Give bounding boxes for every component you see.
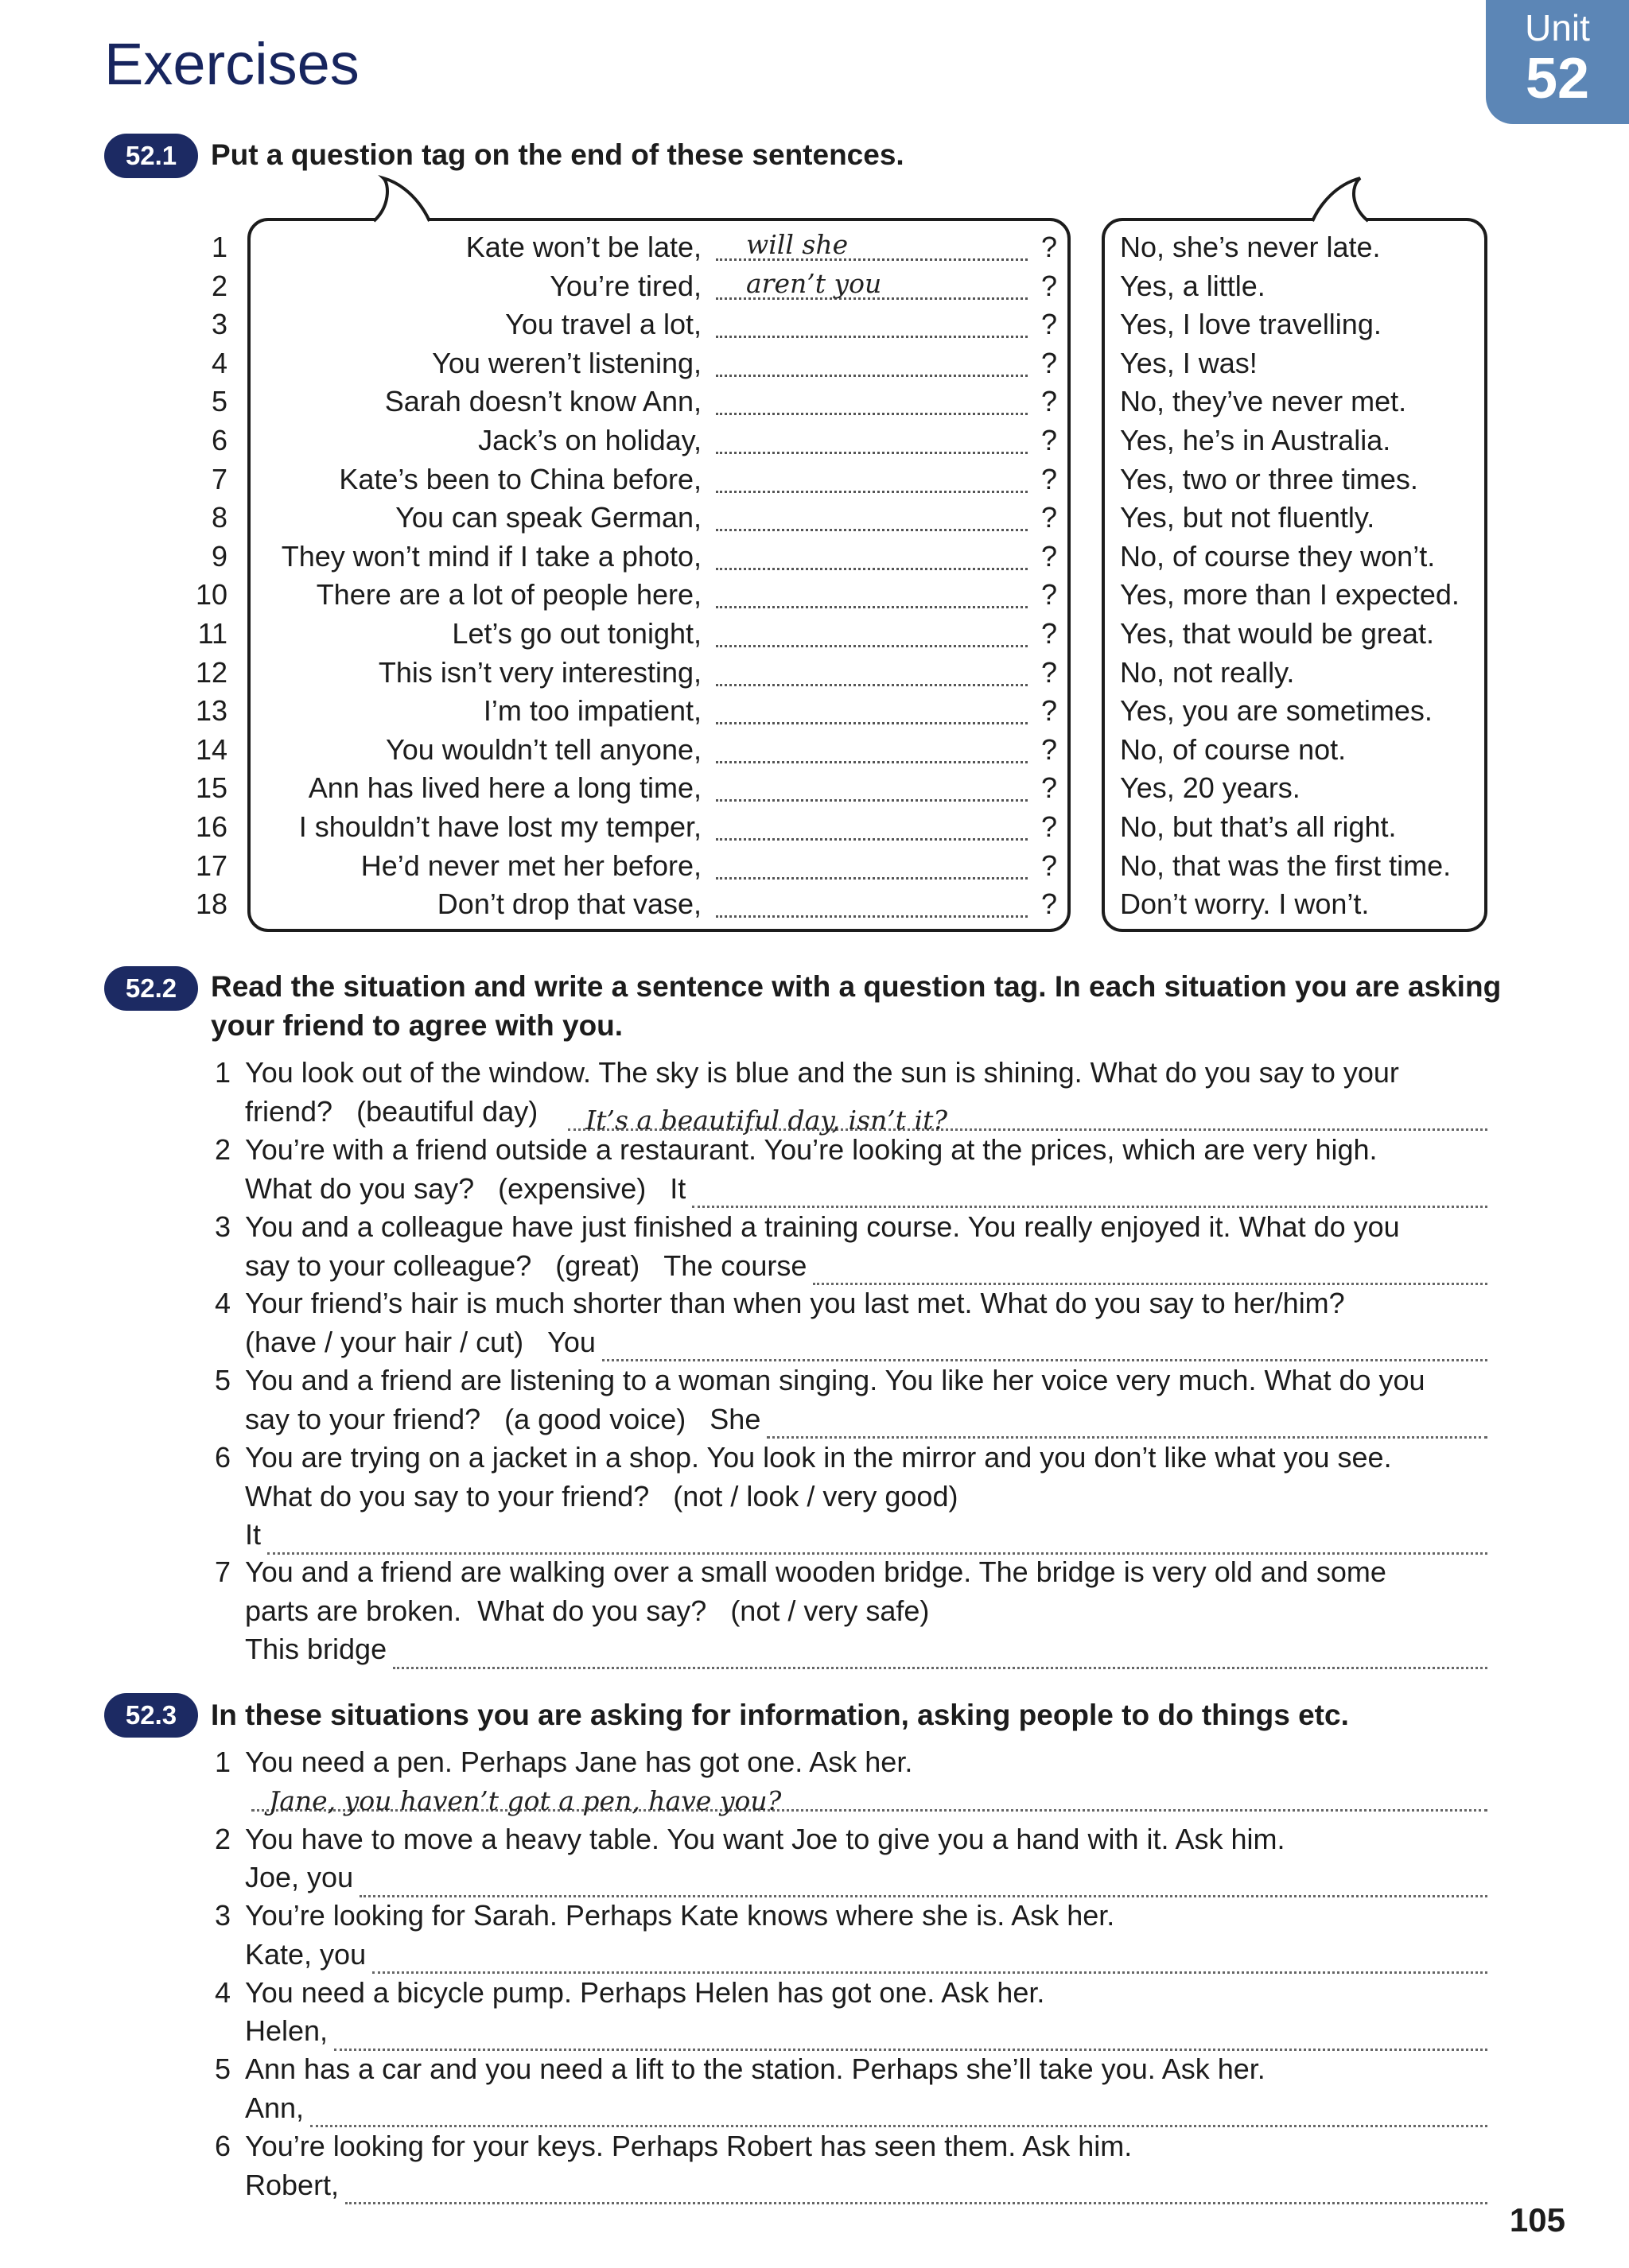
item-number: 13 bbox=[195, 694, 227, 728]
answer-field[interactable] bbox=[716, 306, 1028, 338]
answer-field[interactable] bbox=[767, 1409, 1487, 1439]
reply-text: No, not really. bbox=[1120, 655, 1295, 689]
question-mark: ? bbox=[1040, 269, 1058, 302]
question-mark: ? bbox=[1040, 539, 1058, 573]
item-number: 3 bbox=[211, 308, 227, 341]
question-mark: ? bbox=[1040, 501, 1058, 534]
answer-line bbox=[245, 1858, 1487, 1897]
answer-field[interactable] bbox=[716, 383, 1028, 415]
answer-field[interactable] bbox=[692, 1179, 1487, 1208]
answer-field[interactable] bbox=[716, 732, 1028, 763]
item-number: 2 bbox=[214, 1822, 231, 1855]
question-prompt: You weren’t listening, bbox=[432, 346, 702, 379]
answer-field[interactable] bbox=[716, 616, 1028, 647]
item-number: 15 bbox=[195, 771, 227, 805]
situation-question bbox=[245, 1592, 1487, 1631]
item-number: 2 bbox=[211, 269, 227, 302]
situation-text: You’re with a friend outside a restaurant. You’re looking at the prices, which are very high. bbox=[245, 1133, 1378, 1166]
item-number: 5 bbox=[211, 385, 227, 418]
question-text: What do you say? (expensive) bbox=[245, 1171, 647, 1205]
exercise-badge-52-1: 52.1 bbox=[104, 134, 198, 178]
answer-line bbox=[245, 2089, 1487, 2128]
answer-field[interactable] bbox=[716, 693, 1028, 724]
answer-field[interactable] bbox=[345, 2175, 1487, 2204]
answer-start: Kate, you bbox=[245, 1937, 367, 1971]
reply-text: No, but that’s all right. bbox=[1120, 810, 1397, 843]
answer-field[interactable] bbox=[372, 1944, 1487, 1974]
question-mark: ? bbox=[1040, 346, 1058, 379]
answer-field[interactable] bbox=[716, 770, 1028, 802]
question-prompt: They won’t mind if I take a photo, bbox=[281, 539, 702, 573]
item-number: 6 bbox=[214, 1441, 231, 1474]
reply-bubble-tail bbox=[1304, 175, 1376, 224]
question-prompt: This isn’t very interesting, bbox=[378, 655, 702, 689]
item-number: 2 bbox=[214, 1133, 231, 1166]
answer-field[interactable] bbox=[716, 422, 1028, 454]
item-number: 4 bbox=[214, 1975, 231, 2009]
situation-question bbox=[245, 1323, 1487, 1362]
situation-text: Ann has a car and you need a lift to the station. Perhaps she’ll take you. Ask her. bbox=[245, 2052, 1265, 2086]
item-number: 7 bbox=[211, 462, 227, 495]
page-number: 105 bbox=[1509, 2201, 1565, 2239]
item-number: 4 bbox=[214, 1287, 231, 1319]
question-prompt: Kate won’t be late, bbox=[465, 231, 702, 263]
question-mark: ? bbox=[1040, 617, 1058, 650]
question-text: friend? (beautiful day) bbox=[245, 1094, 538, 1128]
question-mark: ? bbox=[1040, 694, 1058, 728]
reply-text: Yes, 20 years. bbox=[1120, 771, 1300, 805]
answer-line bbox=[245, 1630, 1487, 1669]
question-prompt: You travel a lot, bbox=[505, 308, 702, 341]
answer-start: Ann, bbox=[245, 2091, 305, 2124]
exercise-instruction: Put a question tag on the end of these sentences. bbox=[211, 138, 904, 171]
answer-field[interactable] bbox=[393, 1640, 1487, 1669]
item-number: 1 bbox=[214, 1056, 231, 1089]
question-prompt: You can speak German, bbox=[395, 501, 702, 534]
answer-start: Helen, bbox=[245, 2014, 329, 2048]
reply-text: No, of course not. bbox=[1120, 732, 1347, 766]
situation-question bbox=[245, 1247, 1487, 1286]
question-prompt: I shouldn’t have lost my temper, bbox=[298, 810, 702, 843]
answer-field[interactable] bbox=[716, 345, 1028, 377]
reply-text: Yes, two or three times. bbox=[1120, 462, 1418, 495]
reply-text: Yes, you are sometimes. bbox=[1120, 694, 1433, 728]
situation-text: You are trying on a jacket in a shop. You look in the mirror and you don’t like what you see. bbox=[245, 1441, 1392, 1474]
exercise-instruction-line-1: Read the situation and write a sentence with a question tag. In each situation you are asking bbox=[211, 970, 1502, 1003]
answer-line bbox=[245, 1782, 1487, 1816]
answer-start: It bbox=[245, 1518, 262, 1551]
question-prompt: He’d never met her before, bbox=[360, 849, 702, 882]
question-mark: ? bbox=[1040, 231, 1058, 263]
answer-line bbox=[245, 1936, 1487, 1975]
question-text: (have / your hair / cut) bbox=[245, 1325, 524, 1358]
answer-start: Robert, bbox=[245, 2168, 340, 2201]
question-mark: ? bbox=[1040, 771, 1058, 805]
situation-text: You have to move a heavy table. You want Joe to give you a hand with it. Ask him. bbox=[245, 1822, 1285, 1855]
situation-question bbox=[245, 1093, 1487, 1136]
answer-field[interactable] bbox=[267, 1525, 1487, 1555]
item-number: 11 bbox=[197, 617, 227, 650]
answer-field[interactable] bbox=[716, 886, 1028, 918]
question-mark: ? bbox=[1040, 655, 1058, 689]
reply-text: Yes, I was! bbox=[1120, 346, 1258, 379]
question-prompt: Jack’s on holiday, bbox=[478, 424, 702, 456]
question-prompt: Don’t drop that vase, bbox=[437, 887, 702, 921]
question-mark: ? bbox=[1040, 308, 1058, 341]
answer-field[interactable] bbox=[716, 538, 1028, 570]
answer-start: The course bbox=[663, 1249, 807, 1282]
situation-text: You and a friend are listening to a woman singing. You like her voice very much. What do you bbox=[245, 1364, 1425, 1396]
prompt-bubble-tail bbox=[366, 175, 437, 224]
item-number: 4 bbox=[211, 346, 227, 379]
situation-question bbox=[245, 1170, 1487, 1209]
situation-question bbox=[245, 1400, 1487, 1439]
reply-text: No, that was the first time. bbox=[1120, 849, 1452, 882]
item-number: 14 bbox=[195, 732, 227, 766]
answer-field[interactable] bbox=[602, 1332, 1487, 1361]
question-mark: ? bbox=[1040, 462, 1058, 495]
answer-line bbox=[245, 1516, 1487, 1555]
exercise-badge-52-3: 52.3 bbox=[104, 1693, 198, 1738]
answer-field[interactable] bbox=[716, 848, 1028, 880]
answer-field[interactable] bbox=[716, 461, 1028, 493]
answer-field[interactable]: will she bbox=[716, 229, 1028, 261]
question-mark: ? bbox=[1040, 732, 1058, 766]
item-number: 9 bbox=[211, 539, 227, 573]
answer-field[interactable] bbox=[716, 809, 1028, 841]
question-text: say to your colleague? (great) bbox=[245, 1249, 640, 1282]
unit-tab bbox=[1486, 0, 1629, 124]
answer-field[interactable] bbox=[716, 499, 1028, 531]
answer-field[interactable]: It’s a beautiful day, isn’t it? bbox=[568, 1101, 1487, 1131]
item-number: 18 bbox=[195, 887, 227, 921]
question-prompt: You wouldn’t tell anyone, bbox=[386, 732, 702, 766]
situation-text: You and a friend are walking over a small wooden bridge. The bridge is very old and some bbox=[245, 1555, 1386, 1588]
reply-text: Yes, that would be great. bbox=[1120, 617, 1434, 650]
item-number: 5 bbox=[214, 2052, 231, 2086]
item-number: 3 bbox=[214, 1899, 231, 1932]
reply-text: Yes, more than I expected. bbox=[1120, 578, 1460, 612]
question-mark: ? bbox=[1040, 810, 1058, 843]
item-number: 1 bbox=[214, 1746, 231, 1778]
question-text: What do you say to your friend? (not / look / very good) bbox=[245, 1479, 958, 1513]
item-number: 1 bbox=[211, 231, 227, 263]
answer-field[interactable] bbox=[716, 577, 1028, 608]
answer-line bbox=[245, 2166, 1487, 2205]
answer-start: This bridge bbox=[245, 1633, 387, 1665]
item-number: 12 bbox=[195, 655, 227, 689]
question-prompt: Let’s go out tonight, bbox=[452, 617, 702, 650]
question-prompt: There are a lot of people here, bbox=[316, 578, 702, 612]
question-prompt: Kate’s been to China before, bbox=[339, 462, 702, 495]
answer-field[interactable] bbox=[360, 1868, 1487, 1897]
situation-text: You’re looking for Sarah. Perhaps Kate knows where she is. Ask her. bbox=[245, 1899, 1115, 1932]
item-number: 6 bbox=[211, 424, 227, 456]
question-text: say to your friend? (a good voice) bbox=[245, 1402, 686, 1435]
reply-text: No, they’ve never met. bbox=[1120, 385, 1407, 418]
situation-text: You look out of the window. The sky is blue and the sun is shining. What do you say to your bbox=[245, 1056, 1399, 1089]
answer-field[interactable]: Jane, you haven’t got a pen, have you? bbox=[251, 1782, 1487, 1812]
exercise-instruction-line-2: your friend to agree with you. bbox=[211, 1009, 624, 1042]
unit-number: 52 bbox=[1525, 47, 1590, 111]
exercise-badge-52-2: 52.2 bbox=[104, 966, 198, 1011]
reply-text: No, she’s never late. bbox=[1120, 231, 1381, 263]
item-number: 7 bbox=[214, 1555, 231, 1588]
answer-field[interactable] bbox=[716, 654, 1028, 686]
question-prompt: Sarah doesn’t know Ann, bbox=[384, 385, 702, 418]
question-mark: ? bbox=[1040, 385, 1058, 418]
answer-field[interactable] bbox=[310, 2098, 1487, 2127]
exercise-instruction: In these situations you are asking for information, asking people to do things etc. bbox=[211, 1699, 1349, 1731]
answer-field[interactable]: aren’t you bbox=[716, 268, 1028, 300]
question-prompt: You’re tired, bbox=[550, 269, 702, 302]
item-number: 16 bbox=[195, 810, 227, 843]
reply-text: Yes, I love travelling. bbox=[1120, 308, 1382, 341]
question-text: parts are broken. What do you say? (not / very safe) bbox=[245, 1594, 930, 1627]
question-mark: ? bbox=[1040, 578, 1058, 612]
answer-start: It bbox=[670, 1171, 686, 1205]
answer-field[interactable] bbox=[334, 2021, 1487, 2051]
reply-text: Yes, he’s in Australia. bbox=[1120, 424, 1391, 456]
situation-text: You and a colleague have just finished a training course. You really enjoyed it. What do you bbox=[245, 1210, 1400, 1243]
item-number: 10 bbox=[195, 578, 227, 612]
question-mark: ? bbox=[1040, 849, 1058, 882]
reply-text: Yes, a little. bbox=[1120, 269, 1265, 302]
answer-start: She bbox=[710, 1402, 761, 1435]
situation-text: You’re looking for your keys. Perhaps Robert has seen them. Ask him. bbox=[245, 2130, 1133, 2162]
reply-text: Don’t worry. I won’t. bbox=[1120, 887, 1370, 921]
item-number: 6 bbox=[214, 2130, 231, 2162]
answer-start: You bbox=[547, 1325, 596, 1358]
question-mark: ? bbox=[1040, 424, 1058, 456]
situation-question bbox=[245, 1478, 1487, 1517]
situation-text: You need a pen. Perhaps Jane has got one. Ask her. bbox=[245, 1746, 913, 1778]
question-mark: ? bbox=[1040, 887, 1058, 921]
item-number: 5 bbox=[214, 1364, 231, 1396]
unit-label: Unit bbox=[1525, 7, 1590, 49]
item-number: 3 bbox=[214, 1210, 231, 1243]
answer-start: Joe, you bbox=[245, 1861, 354, 1894]
reply-text: No, of course they won’t. bbox=[1120, 539, 1436, 573]
answer-field[interactable] bbox=[813, 1256, 1487, 1285]
page-title: Exercises bbox=[104, 31, 360, 97]
answer-line bbox=[245, 2012, 1487, 2051]
question-prompt: Ann has lived here a long time, bbox=[308, 771, 702, 805]
situation-text: You need a bicycle pump. Perhaps Helen has got one. Ask her. bbox=[245, 1975, 1045, 2009]
question-prompt: I’m too impatient, bbox=[483, 694, 702, 728]
item-number: 17 bbox=[195, 849, 227, 882]
situation-text: Your friend’s hair is much shorter than when you last met. What do you say to her/him? bbox=[245, 1287, 1345, 1319]
reply-text: Yes, but not fluently. bbox=[1120, 501, 1375, 534]
item-number: 8 bbox=[211, 501, 227, 534]
